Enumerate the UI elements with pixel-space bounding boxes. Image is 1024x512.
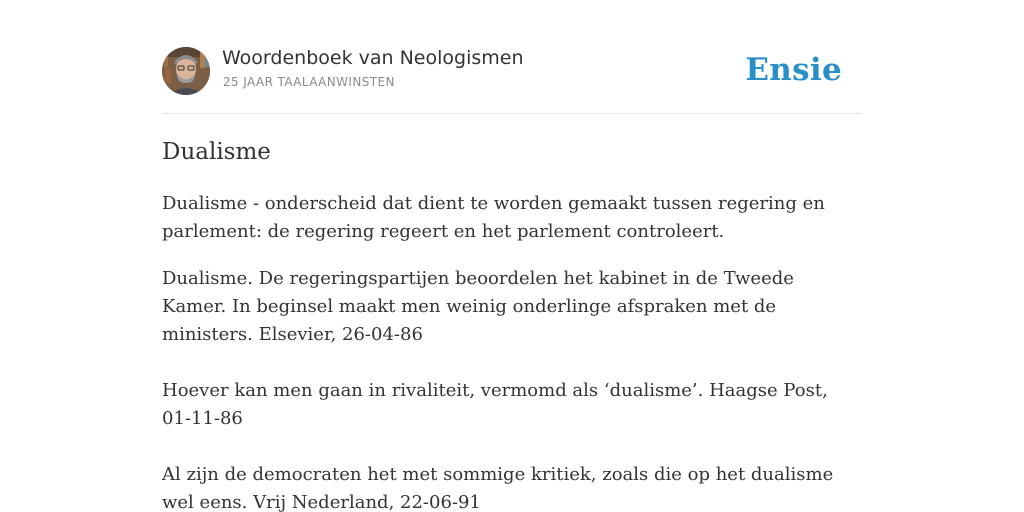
entry-title: Dualisme <box>162 139 271 165</box>
quote-item: Al zijn de democraten het met sommige kritiek, zoals die op het dualisme wel eens. Vrij Nederland, 22-06-91 <box>162 464 834 512</box>
author-portrait-image <box>162 47 210 95</box>
quote-list <box>162 265 862 512</box>
quote-item: Dualisme. De regeringspartijen beoordelen het kabinet in de Tweede Kamer. In beginsel maakt men weinig onderlinge afspraken met de ministers. Elsevier, 26-04-86 <box>162 268 794 345</box>
ensie-logo[interactable]: Ensie <box>745 52 842 88</box>
header-divider <box>162 113 862 114</box>
site-title[interactable]: Woordenboek van Neologismen <box>222 47 524 69</box>
site-header <box>162 46 862 96</box>
avatar[interactable] <box>162 47 210 95</box>
entry-content <box>162 134 862 512</box>
site-subtitle: 25 JAAR TAALAANWINSTEN <box>223 75 395 89</box>
entry-definition: Dualisme - onderscheid dat dient te worden gemaakt tussen regering en parlement: de regering regeert en het parlement controleert. <box>162 193 825 242</box>
quote-item: Hoever kan men gaan in rivaliteit, vermomd als ‘dualisme’. Haagse Post, 01-11-86 <box>162 380 828 429</box>
